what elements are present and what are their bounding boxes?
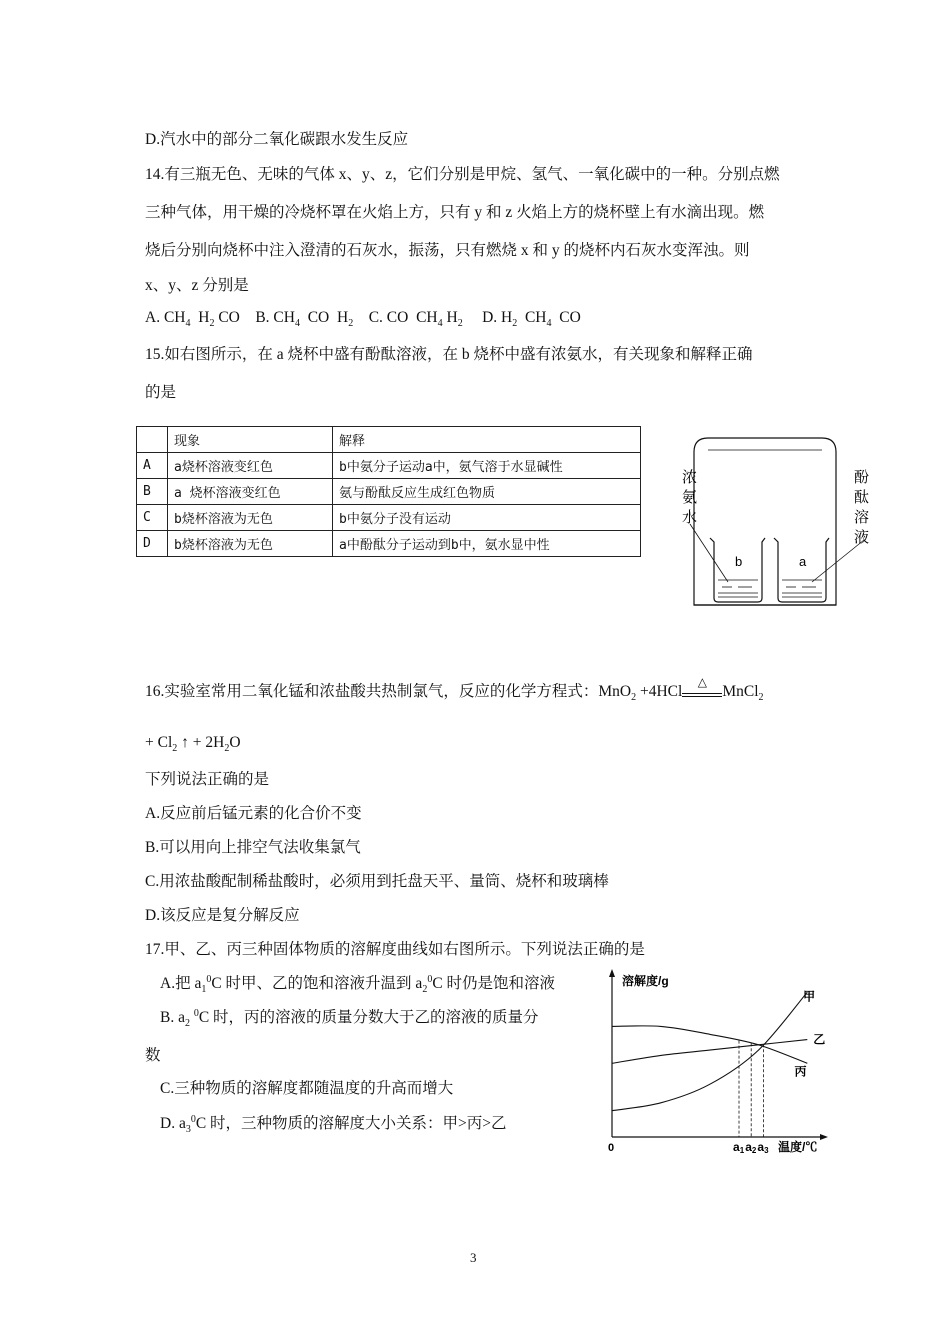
left-label-3: 水 [682, 509, 698, 526]
heat-symbol: △ [697, 675, 707, 689]
q16-option-b: B.可以用向上排空气法收集氯气 [145, 839, 361, 856]
series-label-1: 甲 [803, 989, 816, 1004]
table-header-row [137, 427, 641, 453]
series-label-3: 丙 [794, 1064, 807, 1079]
q16-option-c: C.用浓盐酸配制稀盐酸时，必须用到托盘天平、量筒、烧杯和玻璃棒 [145, 873, 609, 890]
x-tick-label-1: a1 [733, 1140, 745, 1155]
table-cell: C [137, 505, 168, 531]
q15-table [136, 426, 641, 557]
q14-line3: 烧后分别向烧杯中注入澄清的石灰水，振荡，只有燃烧 x 和 y 的烧杯内石灰水变浑浊。则 [145, 242, 750, 259]
x-axis-arrow-icon [820, 1134, 828, 1140]
q16-option-d: D.该反应是复分解反应 [145, 907, 300, 924]
table-cell: 氨与酚酞反应生成红色物质 [333, 479, 641, 505]
q16-option-a: A.反应前后锰元素的化合价不变 [145, 805, 362, 822]
q14-line2: 三种气体，用干燥的冷烧杯罩在火焰上方，只有 y 和 z 火焰上方的烧杯壁上有水滴出现。燃 [145, 204, 765, 221]
origin-label: 0 [608, 1142, 615, 1154]
y-axis-arrow-icon [609, 969, 615, 977]
left-label-2: 氨 [682, 489, 698, 506]
table-cell [137, 427, 168, 453]
q14-options: A. $CH_4$ $H_2$ CO B. $CH_4$ CO $H_2$ C. CO $CH_4$ $H_2$ D. $H_2$ $CH_4$ CO [145, 309, 581, 330]
q15-line1: 15.如右图所示，在 a 烧杯中盛有酚酞溶液，在 b 烧杯中盛有浓氨水，有关现象和解释正确 [145, 346, 753, 363]
table-cell: 现象 [168, 427, 333, 453]
beaker-b [710, 538, 765, 602]
table-cell: B [137, 479, 168, 505]
x-tick-label-2: a2 [745, 1140, 757, 1155]
q17-option-a: A.把 $a_1^0C$ 时甲、乙的饱和溶液升温到 $a_2^0C$ 时仍是饱和溶液 [160, 973, 556, 996]
table-cell: 解释 [333, 427, 641, 453]
table-row [137, 479, 641, 505]
table-cell: a 烧杯溶液变红色 [168, 479, 333, 505]
table-cell: a中酚酞分子运动到b中，氨水显中性 [333, 531, 641, 557]
x-tick-label-3: a3 [757, 1140, 769, 1155]
table-row [137, 505, 641, 531]
beaker-a-label: a [799, 554, 807, 569]
x-axis-label: 温度/℃ [778, 1140, 818, 1154]
table-row [137, 531, 641, 557]
left-label-1: 浓 [682, 469, 698, 486]
q17-option-b: B. $a_2$ $^0$C 时，丙的溶液的质量分数大于乙的溶液的质量分 [160, 1007, 539, 1030]
right-label-2: 酞 [854, 489, 870, 506]
q16-equation-cont: + $Cl_2$ ↑ + $2H_2O$ [145, 734, 241, 755]
q14-line4: x、y、z 分别是 [145, 277, 249, 294]
q16-prompt: 下列说法正确的是 [145, 771, 270, 788]
right-label-4: 液 [854, 529, 870, 546]
beaker-a [774, 538, 829, 602]
table-cell: a烧杯溶液变红色 [168, 453, 333, 479]
beaker-figure [672, 430, 882, 610]
series-label-2: 乙 [813, 1032, 826, 1047]
solubility-chart [600, 965, 840, 1160]
table-row [137, 453, 641, 479]
table-cell: A [137, 453, 168, 479]
y-axis-label: 溶解度/g [622, 974, 669, 988]
table-cell: b烧杯溶液为无色 [168, 505, 333, 531]
curve-3 [612, 1026, 807, 1063]
q13-option-d: D.汽水中的部分二氧化碳跟水发生反应 [145, 131, 409, 148]
q17-stem: 17.甲、乙、丙三种固体物质的溶解度曲线如右图所示。下列说法正确的是 [145, 941, 645, 958]
q17-option-c: C.三种物质的溶解度都随温度的升高而增大 [160, 1080, 454, 1097]
q17-option-d: D. $a_3^0C$ 时，三种物质的溶解度大小关系：甲>丙>乙 [160, 1113, 507, 1136]
q17-option-b-cont: 数 [145, 1047, 161, 1064]
table-cell: b中氨分子没有运动 [333, 505, 641, 531]
q16-stem-text: 16.实验室常用二氧化锰和浓盐酸共热制氯气，反应的化学方程式： [145, 683, 599, 700]
heat-arrow [682, 675, 722, 699]
page-number: 3 [470, 1250, 477, 1265]
right-label-3: 溶 [854, 509, 870, 526]
table-cell: b中氨分子运动a中，氨气溶于水显碱性 [333, 453, 641, 479]
q16-stem: 16.实验室常用二氧化锰和浓盐酸共热制氯气，反应的化学方程式：MnO$_2$ +4HCl △ MnCl$_2$ [145, 675, 764, 704]
table-cell: b烧杯溶液为无色 [168, 531, 333, 557]
q15-line2: 的是 [145, 384, 177, 401]
q14-line1: 14.有三瓶无色、无味的气体 x、y、z，它们分别是甲烷、氢气、一氧化碳中的一种。分别点燃 [145, 166, 780, 183]
table-cell: D [137, 531, 168, 557]
right-label-1: 酚 [854, 469, 870, 486]
beaker-b-label: b [735, 554, 743, 569]
